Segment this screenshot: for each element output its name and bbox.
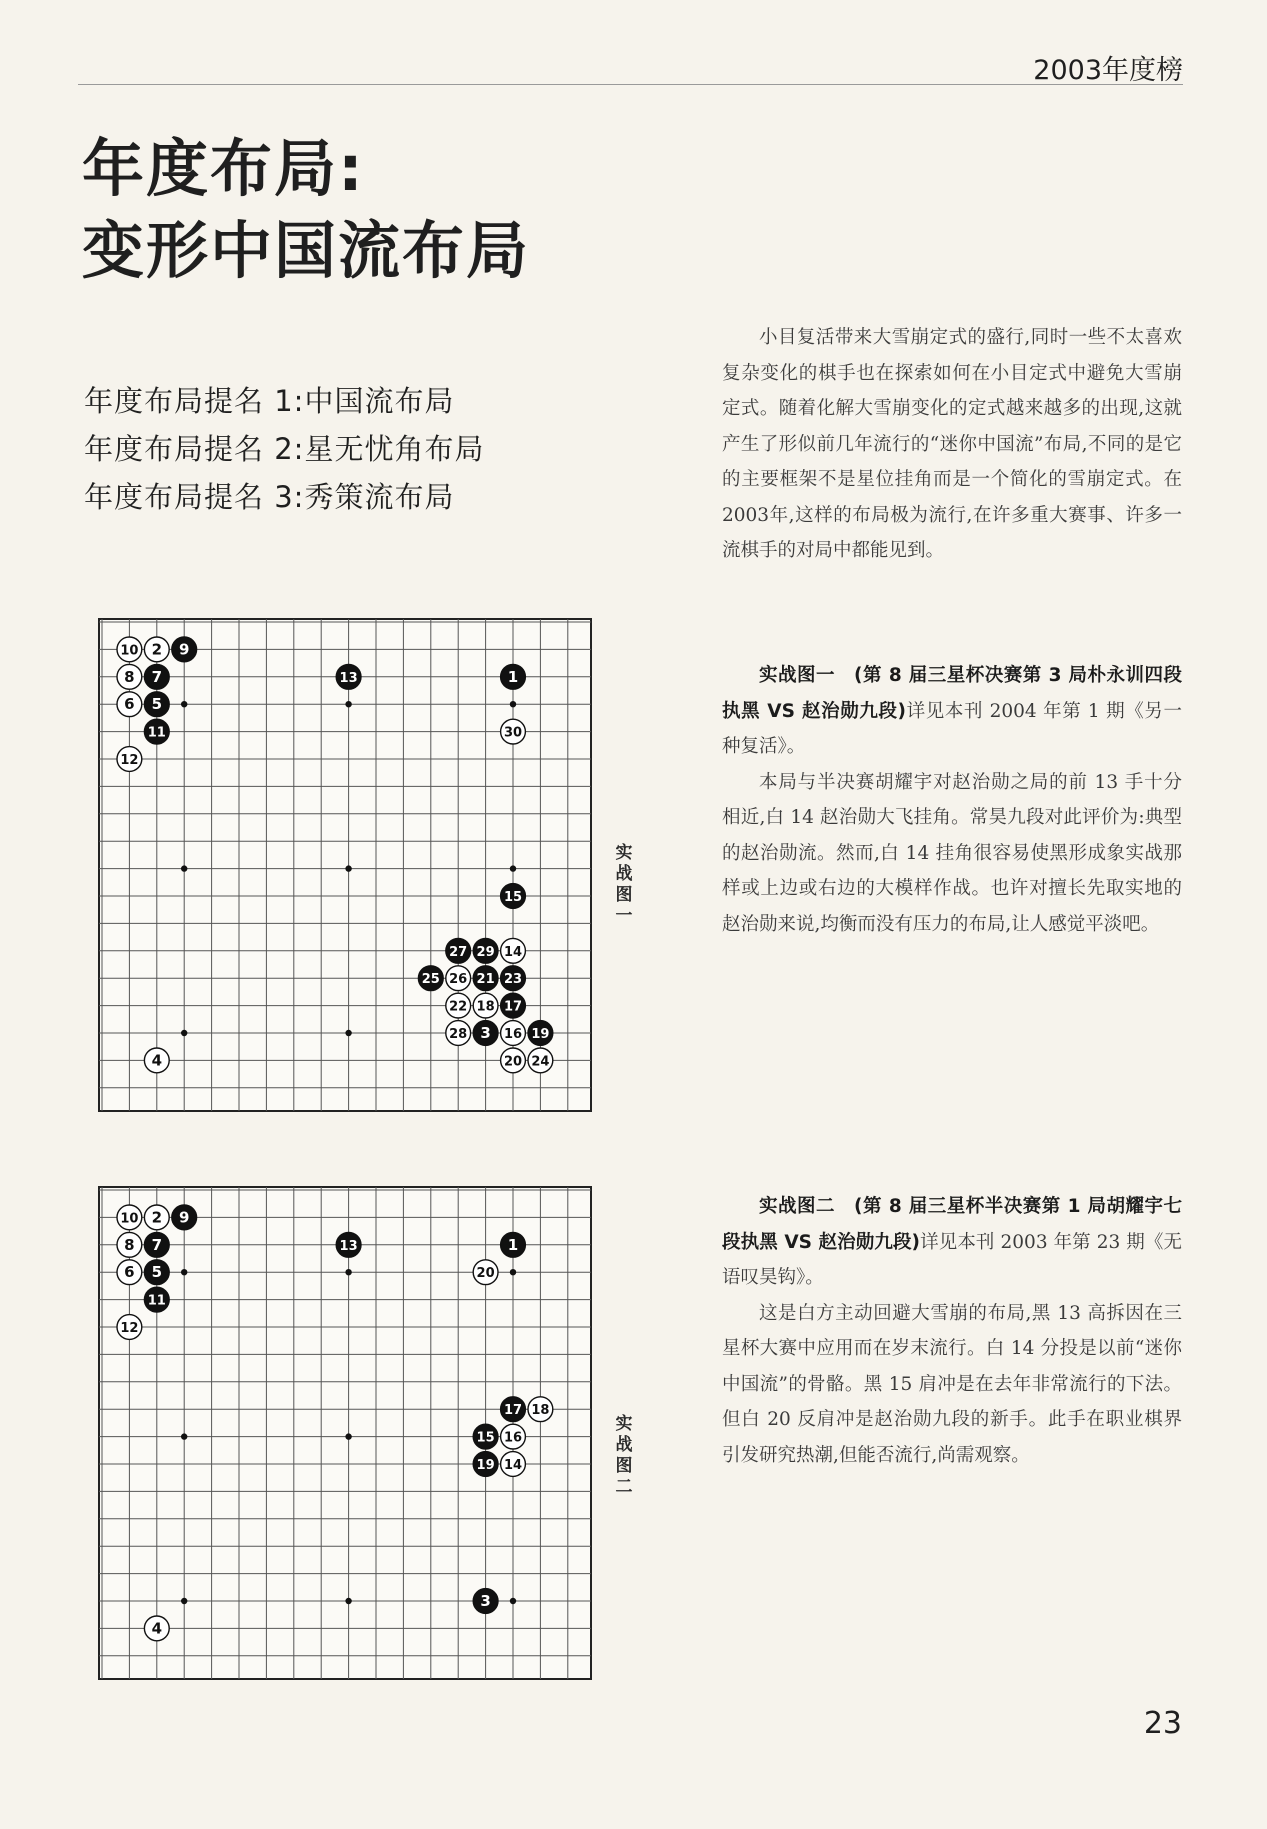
move-number: 21: [476, 972, 495, 988]
move-number: 16: [503, 1430, 523, 1446]
title-line-1: 年度布局:: [82, 132, 365, 205]
move-number: 8: [124, 667, 135, 686]
label-char: 图: [615, 1456, 633, 1476]
move-number: 22: [449, 999, 468, 1015]
move-number: 10: [120, 643, 139, 659]
game1-commentary: [722, 658, 1182, 942]
intro-text: [722, 320, 1182, 569]
label-char: 二: [615, 1477, 633, 1497]
game1-reference: 详见本刊 2004 年第 1 期《另一种复活》。: [722, 700, 1182, 757]
move-number: 12: [120, 1321, 139, 1336]
label-char: 实: [615, 1414, 633, 1434]
move-number: 1: [507, 1235, 519, 1254]
star-point: [510, 865, 516, 871]
nomination-list: [84, 377, 484, 521]
go-board-game1: [98, 618, 592, 1112]
move-number: 11: [147, 725, 166, 741]
page-header: [78, 48, 1183, 85]
move-number: 23: [503, 972, 523, 988]
move-number: 18: [476, 999, 495, 1015]
label-char: 战: [615, 864, 633, 884]
nomination-item: 年度布局提名 3:秀策流布局: [84, 480, 455, 514]
move-number: 19: [476, 1458, 495, 1473]
star-point: [345, 1269, 351, 1275]
star-point: [345, 1030, 351, 1036]
star-point: [181, 1030, 187, 1036]
move-number: 2: [151, 1208, 163, 1227]
move-number: 25: [421, 972, 440, 988]
move-number: 6: [124, 1263, 135, 1282]
move-number: 17: [503, 999, 523, 1015]
move-number: 5: [151, 695, 163, 714]
move-number: 12: [120, 753, 139, 768]
move-number: 7: [151, 1235, 163, 1254]
game2-commentary: [722, 1189, 1182, 1473]
star-point: [181, 1598, 187, 1604]
move-number: 20: [503, 1054, 523, 1070]
move-number: 17: [503, 1403, 523, 1419]
move-number: 5: [151, 1263, 163, 1282]
go-board-game2: [98, 1186, 592, 1680]
star-point: [181, 701, 187, 707]
star-point: [181, 1433, 187, 1439]
move-number: 13: [339, 670, 358, 686]
move-number: 26: [449, 972, 468, 988]
move-number: 6: [124, 695, 135, 714]
star-point: [345, 1598, 351, 1604]
star-point: [181, 865, 187, 871]
move-number: 9: [178, 1208, 190, 1227]
game1-body: 本局与半决赛胡耀宇对赵治勋之局的前 13 手十分相近,白 14 赵治勋大飞挂角。常昊九段对此评价为:典型的赵治勋流。然而,白 14 挂角很容易使黑形成象实战那样或上边或右边的大模样作战。也许对擅长先取实地的赵治勋来说,均衡而没有压力的布局,让人感觉平淡吧。: [722, 771, 1182, 935]
title-line-2: 变形中国流布局: [82, 214, 531, 287]
move-number: 3: [480, 1592, 491, 1610]
go-board-svg: [98, 1186, 592, 1680]
running-head: 2003年度榜: [1033, 55, 1183, 86]
star-point: [345, 701, 351, 707]
page-number: 23: [1143, 1706, 1182, 1741]
move-number: 18: [531, 1403, 550, 1419]
label-char: 图: [615, 885, 633, 905]
move-number: 19: [531, 1027, 550, 1042]
go-board-svg: [98, 618, 592, 1112]
move-number: 2: [151, 640, 163, 659]
move-number: 30: [503, 725, 523, 741]
label-char: 实: [615, 843, 633, 863]
game2-side-label: [611, 1414, 637, 1498]
move-number: 10: [120, 1211, 139, 1227]
move-number: 11: [147, 1293, 166, 1309]
star-point: [510, 701, 516, 707]
game2-reference: 详见本刊 2003 年第 23 期《无语叹昊钩》。: [722, 1231, 1182, 1288]
label-char: 一: [615, 906, 633, 926]
star-point: [510, 1269, 516, 1275]
nomination-item: 年度布局提名 1:中国流布局: [84, 384, 455, 418]
move-number: 27: [449, 944, 468, 960]
move-number: 1: [507, 667, 519, 686]
move-number: 28: [449, 1027, 468, 1042]
move-number: 8: [124, 1235, 135, 1254]
move-number: 7: [151, 667, 163, 686]
game1-side-label: [611, 843, 637, 927]
move-number: 20: [476, 1266, 495, 1282]
move-number: 15: [476, 1430, 495, 1446]
star-point: [345, 1433, 351, 1439]
game1-heading: 实战图一 (第 8 届三星杯决赛第 3 局朴永训四段执黑 VS 赵治勋九段): [722, 665, 1182, 722]
game2-heading: 实战图二 (第 8 届三星杯半决赛第 1 局胡耀宇七段执黑 VS 赵治勋九段): [722, 1196, 1182, 1253]
star-point: [345, 865, 351, 871]
move-number: 4: [151, 1051, 163, 1070]
move-number: 29: [476, 944, 495, 960]
move-number: 9: [178, 640, 190, 659]
move-number: 4: [151, 1619, 163, 1638]
move-number: 3: [480, 1024, 491, 1042]
game2-heading-block: [722, 1189, 1182, 1296]
star-point: [181, 1269, 187, 1275]
move-number: 13: [339, 1238, 358, 1254]
label-char: 战: [615, 1435, 633, 1455]
nomination-item: 年度布局提名 2:星无忧角布局: [84, 432, 485, 466]
move-number: 24: [531, 1054, 550, 1070]
page-title: [82, 128, 530, 292]
move-number: 16: [503, 1027, 523, 1042]
star-point: [510, 1598, 516, 1604]
move-number: 14: [503, 944, 523, 960]
game2-body: 这是白方主动回避大雪崩的布局,黑 13 高拆因在三星杯大赛中应用而在岁末流行。白 14 分投是以前“迷你中国流”的骨骼。黑 15 肩冲是在去年非常流行的下法。但白 20 反肩冲是赵治勋九段的新手。此手在职业棋界引发研究热潮,但能否流行,尚需观察。: [722, 1302, 1182, 1466]
game1-heading-block: [722, 658, 1182, 765]
move-number: 15: [503, 890, 523, 905]
intro-paragraph: 小目复活带来大雪崩定式的盛行,同时一些不太喜欢复杂变化的棋手也在探索如何在小目定式中避免大雪崩定式。随着化解大雪崩变化的定式越来越多的出现,这就产生了形似前几年流行的“迷你中国流”布局,不同的是它的主要框架不是星位挂角而是一个简化的雪崩定式。在2003年,这样的布局极为流行,在许多重大赛事、许多一流棋手的对局中都能见到。: [722, 327, 1182, 561]
move-number: 14: [503, 1458, 523, 1473]
